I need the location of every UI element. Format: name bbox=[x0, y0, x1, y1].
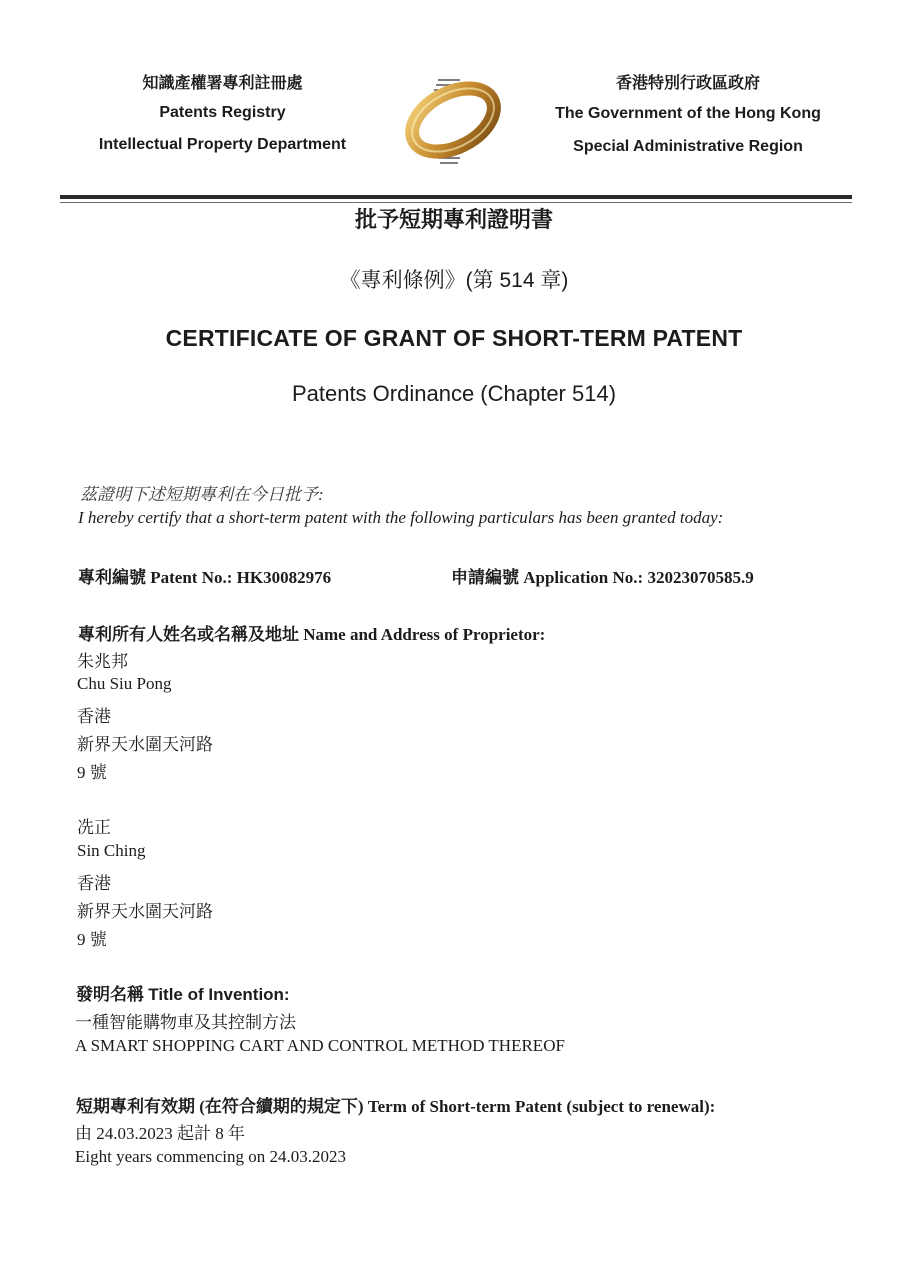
proprietor-label: 專利所有人姓名或名稱及地址 Name and Address of Proprietor: bbox=[78, 625, 546, 644]
proprietor-2-name-zh: 冼正 bbox=[77, 818, 111, 837]
proprietor-2-name-en: Sin Ching bbox=[77, 841, 146, 860]
invention-title-zh: 一種智能購物車及其控制方法 bbox=[75, 1013, 296, 1032]
proprietor-1-address-line1: 香港 bbox=[77, 707, 111, 726]
proprietor-1-address-line2: 新界天水圍天河路 bbox=[77, 735, 213, 754]
term-zh: 由 24.03.2023 起計 8 年 bbox=[75, 1124, 245, 1143]
ordinance-title-en: Patents Ordinance (Chapter 514) bbox=[291, 381, 617, 406]
certify-statement-zh: 茲證明下述短期專利在今日批予: bbox=[80, 485, 324, 504]
proprietor-1-address-line3: 9 號 bbox=[77, 763, 107, 782]
certify-statement-en: I hereby certify that a short-term patent with the following particulars has been granted today: bbox=[78, 508, 724, 527]
proprietor-1-name-zh: 朱兆邦 bbox=[77, 652, 128, 671]
ordinance-title-zh: 《專利條例》(第 514 章) bbox=[339, 269, 569, 292]
proprietor-1-name-en: Chu Siu Pong bbox=[77, 674, 172, 693]
term-label: 短期專利有效期 (在符合續期的規定下) Term of Short-term Patent (subject to renewal): bbox=[76, 1097, 716, 1116]
patent-number: 專利編號 Patent No.: HK30082976 bbox=[78, 568, 332, 587]
certificate-title-zh: 批予短期專利證明書 bbox=[354, 208, 553, 233]
application-number: 申請編號 Application No.: 32023070585.9 bbox=[451, 568, 754, 587]
proprietor-2-address-line2: 新界天水圍天河路 bbox=[77, 902, 213, 921]
invention-label-zh: 發明名稱 bbox=[76, 985, 144, 1004]
government-name-en-line1: The Government of the Hong Kong bbox=[555, 105, 821, 122]
proprietor-2-address-line1: 香港 bbox=[77, 874, 111, 893]
proprietor-2-address-line3: 9 號 bbox=[77, 930, 107, 949]
invention-label-en: Title of Invention: bbox=[148, 985, 290, 1004]
government-name-zh: 香港特別行政區政府 bbox=[615, 75, 760, 92]
invention-label bbox=[76, 980, 290, 1005]
term-en: Eight years commencing on 24.03.2023 bbox=[75, 1147, 347, 1166]
certificate-title-en: CERTIFICATE OF GRANT OF SHORT-TERM PATENT bbox=[165, 325, 743, 351]
department-name: Intellectual Property Department bbox=[98, 136, 347, 153]
registry-name-zh: 知識產權署專利註冊處 bbox=[142, 75, 303, 92]
header-divider bbox=[60, 195, 852, 199]
registry-name-en: Patents Registry bbox=[159, 104, 286, 121]
invention-title-en: A SMART SHOPPING CART AND CONTROL METHOD THEREOF bbox=[75, 1036, 565, 1055]
government-name-en-line2: Special Administrative Region bbox=[573, 138, 803, 155]
